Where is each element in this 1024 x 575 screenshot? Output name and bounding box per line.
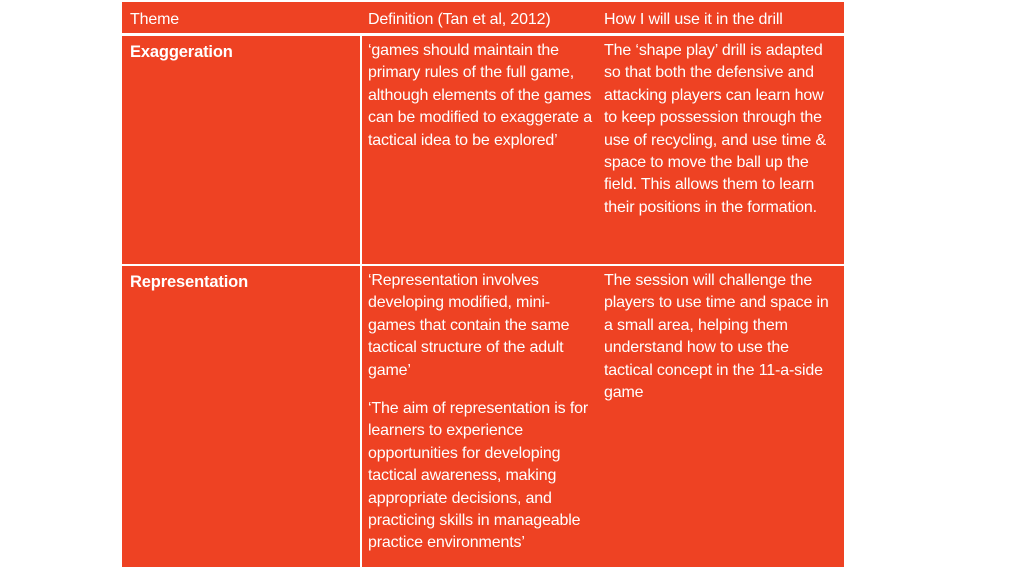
usage-cell-representation <box>598 266 844 567</box>
usage-paragraph: The ‘shape play’ drill is adapted so that both the defensive and attacking players can learn how to keep possession through the use of recycling, and use time & space to move the ball up the field. This allows them to learn their positions in the formation. <box>604 42 826 216</box>
definition-cell-exaggeration <box>362 36 598 266</box>
definition-paragraph: ‘games should maintain the primary rules of the full game, although elements of the games can be modified to exaggerate a tactical idea to be explored’ <box>368 42 592 149</box>
header-theme: Theme <box>122 2 362 36</box>
definition-cell-representation <box>362 266 598 567</box>
usage-paragraph: The session will challenge the players to use time and space in a small area, helping them understand how to use the tactical concept in the 11-a-side game <box>604 272 829 402</box>
header-usage: How I will use it in the drill <box>598 2 844 36</box>
definition-paragraph: ‘Representation involves developing modified, mini-games that contain the same tactical structure of the adult game’ <box>368 272 570 379</box>
usage-cell-exaggeration <box>598 36 844 266</box>
theme-cell-representation: Representation <box>122 266 362 567</box>
definition-paragraph: ‘The aim of representation is for learners to experience opportunities for developing tactical awareness, making appropriate decisions, and practicing skills in manageable practice environments’ <box>368 400 589 552</box>
theme-cell-exaggeration: Exaggeration <box>122 36 362 266</box>
tgfu-themes-table <box>122 2 844 567</box>
header-definition: Definition (Tan et al, 2012) <box>362 2 598 36</box>
